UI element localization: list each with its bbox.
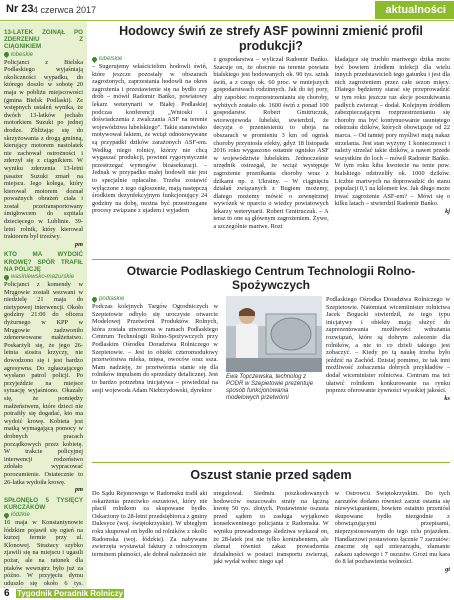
location-pin-icon [3, 274, 10, 281]
sidebar-heading: 13-LATEK ZGINĄŁ PO ZDERZENIU Z CIĄGNIKIEM [4, 29, 83, 51]
sidebar-heading: SPŁONĘŁO 5 TYSIĘCY KURCZAKÓW [4, 496, 83, 511]
article-1-col-2: z gospodarstwa – wyliczał Radomir Bańko. Szacuje on, że obecnie na terenie powiatu bialskiego jest hodowanych ok. 90 tys. sztuk świń, a z czego ok. 60 proc. w mniejszych gospodarstwach rodzinnych. Jak do tej pory, aby zapobiec rozprzestrzenianiu się choroby, wybitych zostało ok. 1600 świń z ponad 100 gospodarstw. Robert Gmitruczuk, wicewojewoda lubelski, stwierdził, że decyzja o przeniesieniu to uboja na obszarach w promieniu 3 km od ognisk choroby przyniosła efekty, gdyż 18 listopada 2016 roku wygaszono ostatnie ognisko ASF w województwie lubelskim. Jednocześnie urzędnik ostrzegał, że wciąż występuje zagrożenie przenikania choroby wraz z dzikami np. z Ukrainy. – W ciągnięciu działań związanych z Bugiem możemy, dlatego możemy mówić o zewnętrznej wywózek w oparciu o wiedzy powiatowych lekarzy weterynarii. Robert Gmitruczuk. – A teraz to one są głównym zagrożeniem. Żywe, a szczególnie martwe. Rozt [213, 56, 329, 231]
article-2-photo [226, 296, 322, 372]
sidebar-location: wasiniewsko-mazurskie [4, 274, 83, 280]
article-3-col-3: w Ostrowcu Świętokrzyskim. Do tych zarzutów dodano również zarzut ostania się niewywiązaniem, bowiem ostatnio przeniósł skupowane bydło niezgodnie z obowiązującymi przepisami, nieprzystosowanym do tego celu pojazdem. Handlarzowi postawiono łącznie 7 zarzutów: znaczne się sąd zniezarządu, złamanie zakazu sądowego i 7 oszustw. Grozi mu kara do 8 lat pozbawienia wolności. [334, 490, 450, 566]
article-2-photo-caption: Ewa Topczewska, technolog z PODR w Szepietowie prezentuje sposób funkcjonowania modelowych przetwórni [226, 374, 314, 401]
article-1-col-3: kładające się truchło martwego dzika może być bowiem źródłem infekcji dla wielu innych przedstawicieli tego gatunku i jest dla nich zagrożeniem przez całe sezon mięcy. Dlatego będziemy starać się przeprowadzić w tym roku jeszcze raz akcje poszukiwania padłych zwierząt – dodał. Kolejnym źródłem zabezpieczającym rozprzestrzenianiu się choroby ma być kontynuowanie usuniętego odstrzału dzików, których obowiązuje od 22 marca. – Od tamtej pory myśliwi mają nakaz strzelania. Jest stan wyżyny 1 koniecznosci i należy strzelać takie dzików, a nawet przede wszystkim do loch – mówił Radomir Bańko. W tym roku kiba kwotecie na tenie pow. bialskiego odstrzeliły ok. 1000 dzików. Liczbie martwych na doprowadzić do stanu populacji 0,1 na kilometr kw. Jak długo może trwać zagrożenie ASF-em? – Mówi się o kilku latach – stwierdził Radomir Bańko. [334, 56, 450, 208]
location-pin-icon [92, 56, 98, 63]
article-3-col-1: Do Sądu Rejonowego w Radomsku trafił akt oskarżenia przeciwko oszustowi, który nie płacił rolnikom za skupowane bydło. Oskarżony to 28-letni przedsiębiorca z gminy Dalesyce (woj. świętokrzyskie). W ubiegłym roku skupował on bydło od rolników z okolic Radomska (woj. łódzkie). Za nabywane zwierzęta wystawiał faktury z odroczonym terminem płatności, ale dobrał należności nie [92, 490, 208, 558]
article-2-title: Otwarcie Podlaskiego Centrum Technologii Rolno-Spożywczych [126, 264, 416, 292]
sidebar-text: Policjanci z Bielska Podlaskiego wyjaśniają okoliczności wypadku, do którego doszło w sobotę 20 maja w pobliżu miejscowości (gmina Bielsk Podlaski). Ze wstępnych ustaleń wynika, że dwóch 13-latków jechało motorkiem Suzuki po jednej drodze. Zbliżając się do skrzyżowania z drogą gminną, kierujący motorem nastolatek nie zachował ostrożności i zderzył się z ciągnikiem. W wyniku zderzenia 13-letni pasażer Suzuki zmarł na miejscu. Jego kolega, który kierował motorem doznał poważnych obrażeń ciała i został przetransportowany śmigłowcem do szpitala dziecięcego w Lublinie. 39-letni rolnik, który kierował traktorem był trzeźwy. [4, 58, 83, 241]
brand-logo: Tygodnik Poradnik Rolniczy [17, 589, 124, 598]
issue-date: 4 czerwca 2017 [33, 5, 97, 15]
article-2-col-1: Podczas kolejnych Targów Ogrodniczych w Szepietowie odbyło się uroczyste otwarcie Modelowej Przetwórni Produktów Rolnych, która została utworzona w ramach Podlaskiego Centrum Technologii Rolno-Spożywczych przy Podlaskim Ośrodku Doradztwa Rolniczego w Szepietowie. – Jest to obiekt czteromodułowy przetwórstwa mleka, mięsa, owoców oraz ssza. Mam nadzieję, że przetwórnia stanie się dla rolników impulsem do sprzedaży detalicznej. Jest to bardzo potrzebna inicjatywa – powiedział na sesji wojewoda Adam Niebrzydowski, dyrektor [92, 303, 218, 394]
section-label: aktualności [375, 1, 454, 19]
page-number: 6 [4, 588, 10, 599]
location-pin-icon [92, 296, 98, 303]
sidebar-text: 16 maja w Konstantynowie łódzkim pojawił się ogień na kurzej fermie przy ul. Klonowej. Strażacy szybko zjawili się na miejscu i ugasili pożar, ale na ratunek dla ptaków wewnątrz było już za późno. W przyjęciu dymu uduszło się około 6 tys. [4, 519, 83, 587]
sidebar-location: łobeskie [4, 52, 83, 58]
article-3-col-2: uregulował. Siedmiu poszkodowanych hodowców oszacowało straty na łączną kwotę 50 tys. złotych. Postawienie oszusta przed sądem to zasługa wyjątkowo konsekwentnego policjanta z Radomska. W wyniku prowadzonego śledztwa wykazał on, że 28-latek jest nie tylko kontrahentem, ale złamał również zakaz prowadzenia działalności w postaci transportu zwierząt, jaki wydał wobec niego sąd [213, 490, 329, 566]
page-header [0, 0, 454, 21]
article-3-signature: gt [445, 565, 450, 573]
article-2-col-3: Podlaskiego Ośrodka Doradztwa Rolniczego w Szepietowie. Natomiast wicemiinister rolnictwa Jacek Bogucki stwierdził, że tego typu inicjatywy i obiekty mają służyć do zaprezentowania możliwości wdrażania rozwiązań, które są dobrym zalecenie dla rolników, a nie to co dzieli takiego jest zobaczyć. – Kiedy po tą naukę trzeba było jeździć na Zachód. Dzisiaj pomimo, że tak inni możliwość zobaczenia dobrych przykładów – dodał wiceminister rolnictwa. Centrum ma też ułatwić rolnikom konkurowanie na rynku poprzez oferowanie żywności wysokiej jakości. [326, 296, 450, 395]
article-1-body [92, 56, 450, 256]
sidebar-location: łódzkie [4, 512, 83, 518]
article-1-title: Hodowcy świń ze strefy ASF powinni zmienić profil produkcji? [119, 24, 423, 53]
article-2-location: podlaskie [92, 296, 218, 302]
divider [92, 259, 450, 260]
issue-number: Nr 23 [6, 3, 34, 15]
sidebar-heading: KTO MA WYDOIĆ KROWĘ? SPÓR TRAFIŁ NA POLICJĘ [4, 251, 83, 273]
article-1-location: lubelskie [92, 56, 207, 62]
article-3-title: Oszust stanie przed sądem [190, 468, 352, 482]
divider [92, 462, 450, 463]
article-3-body [92, 490, 450, 586]
article-1-signature: kj [445, 207, 450, 215]
sidebar-signature: pm [74, 240, 83, 248]
news-sidebar [0, 22, 87, 588]
sidebar-signature: pm [74, 486, 83, 494]
article-2-signature: ks [444, 394, 450, 402]
article-1-col-1: – Sugerujemy właścicielom hodowli świń, które jeszcze pozostały w obszarach zagrożonych, zaprzestania hodowli na okres zagrożenia i przestawienie się na bydło czy drób – mówił Radomir Bańko, powiatowy lekarz weterynarii w Białej Podlaskiej podczas konferencji „Wnioski i doświadczenia z zwalczania ASF na terenie województwa lubelskiego”. Takie stanowisko motywował faktem, że wciąż odnotowywane są przypadki dzików zarażonych ASF-em. Według niego rolnicy, którzy nie chcą wygaszać produkcji, powinni rygorystycznie przestrzegać wymogów bioasekuracji. – Jednak w przypadku małej hodowli nie jest to specjalnie opłacalne. Trzeba zostawić wyłączone z tego ogłoszenie, mają następczą środkiem dezynfekcyjnym funkcjonujący 24 godziny na dobę, można być przestrzegane procesy związane z ujadem i wyjadem [92, 63, 208, 215]
location-pin-icon [3, 512, 10, 519]
sidebar-text: Policjanci z komendy w Mrągowie zostali wezwani w niedzielę 21 maja do nietypowej interwencji. Około godziny 21:00 do oficera dyżurnego w KPP w Mrągowie zadzwoniło zdenerwowane małżeństwo. Poskarżyli się, że jego 26-letnia siostra krzyczy, nie dowodzono się i jest bardzo agresywna. Do zgłaszającego wysłano patrol policji. Po przyjeździe na miejsce sytuację wyjaśniono. Okazało się, że pomiędzy małżeństwem, które dzieci nie potrafiły się dogadać, kto ma wydoić krowę. Kobieta jest matką wymagającą pomocy w drobnych pracach porządkowych przez kobietę. W trakcie policyjnej interwencji rodzeństwo zdołało wypracować porozumienie. Ostatecznie to 26-latka wydoiła krowę. [4, 281, 83, 486]
location-pin-icon [3, 51, 10, 58]
page-footer [0, 588, 454, 600]
